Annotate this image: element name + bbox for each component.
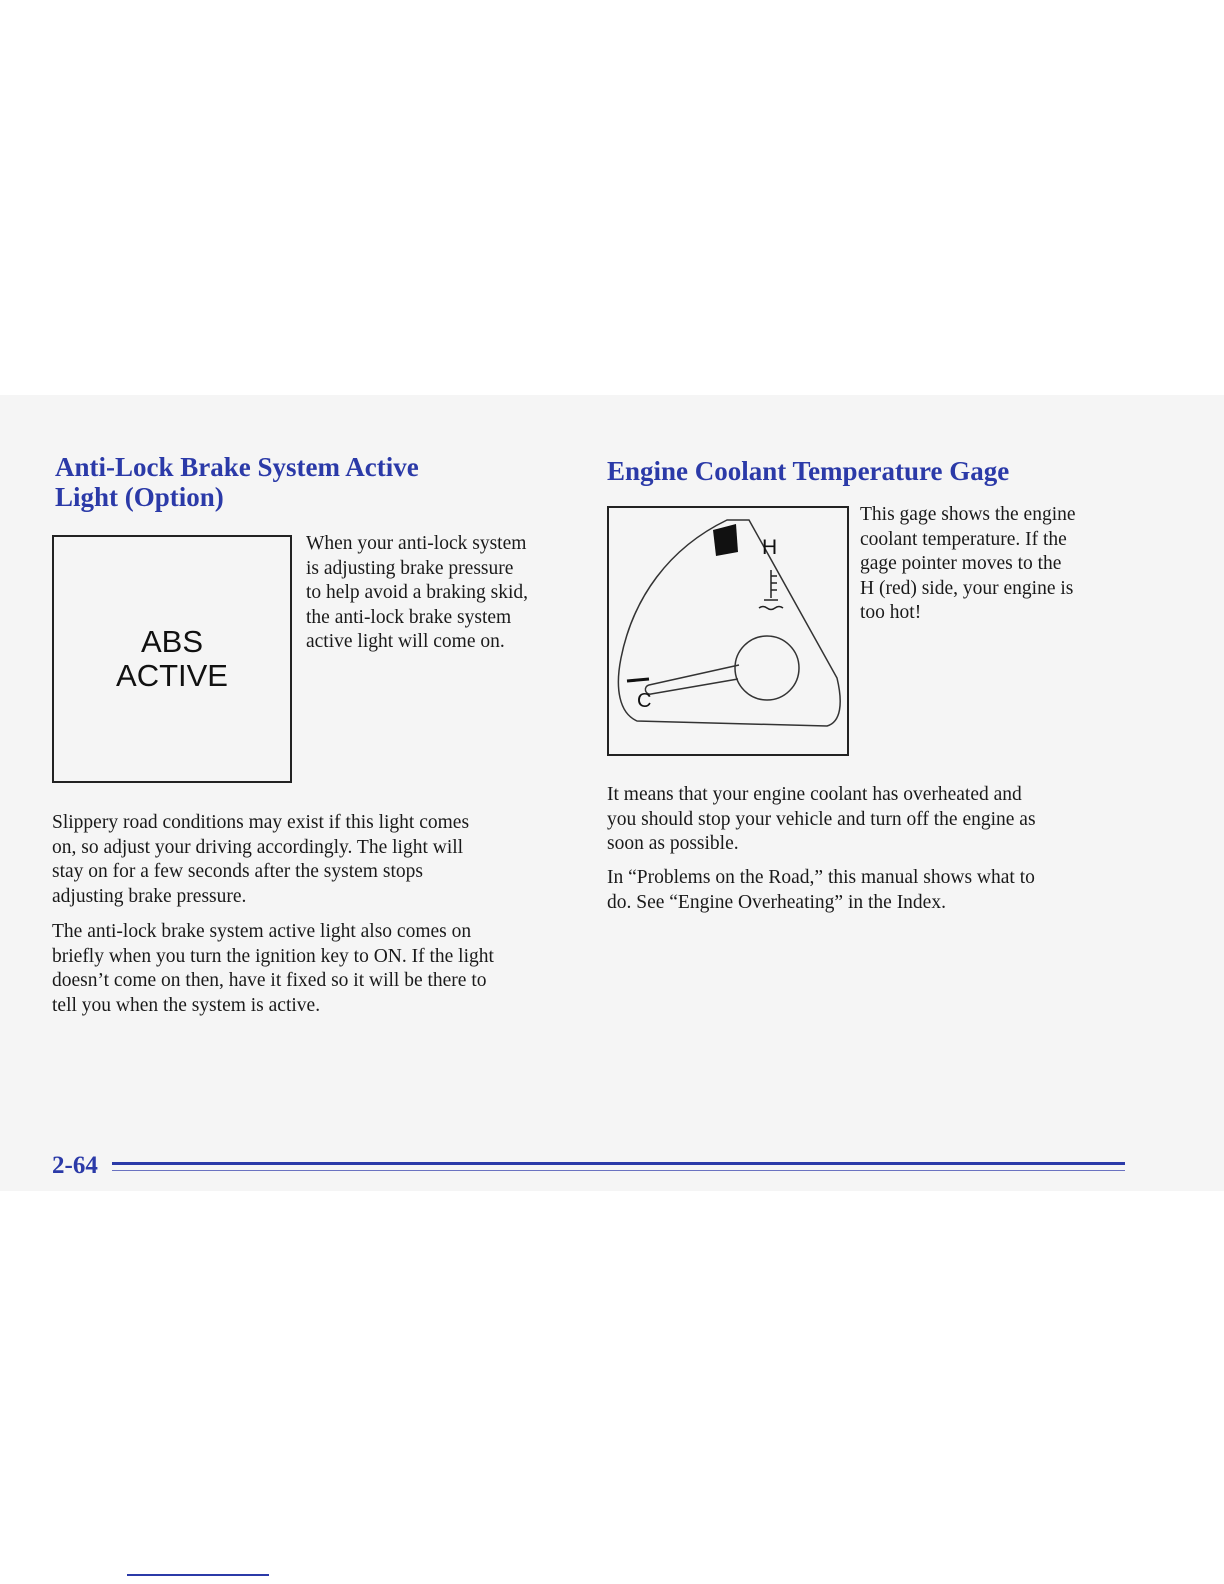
needle-hub bbox=[735, 636, 799, 700]
abs-paragraph-2-line: doesn’t come on then, have it fixed so it will be there to bbox=[52, 970, 487, 991]
coolant-gauge-graphic bbox=[609, 508, 847, 754]
abs-indicator-line2: ACTIVE bbox=[116, 658, 228, 693]
gauge-cold-label: C bbox=[637, 690, 652, 712]
coolant-intro-line: too hot! bbox=[860, 602, 922, 623]
abs-heading-line2: Light (Option) bbox=[55, 482, 224, 512]
abs-heading bbox=[55, 452, 419, 512]
coolant-intro-line: gage pointer moves to the bbox=[860, 553, 1062, 574]
cold-tick bbox=[627, 679, 649, 681]
abs-active-indicator bbox=[52, 535, 292, 783]
coolant-heading: Engine Coolant Temperature Gage bbox=[607, 456, 1010, 486]
hot-zone-marker bbox=[713, 524, 738, 556]
abs-paragraph-1 bbox=[52, 811, 582, 909]
coolant-intro-line: H (red) side, your engine is bbox=[860, 577, 1074, 599]
abs-paragraph-2-line: The anti-lock brake system active light also comes on bbox=[52, 921, 472, 942]
coolant-paragraph-1-line: It means that your engine coolant has overheated and bbox=[607, 784, 1022, 805]
abs-intro-line: is adjusting brake pressure bbox=[306, 557, 514, 579]
coolant-paragraph-1-line: soon as possible. bbox=[607, 833, 739, 854]
abs-intro-line: When your anti-lock system bbox=[306, 533, 527, 554]
coolant-intro-line: This gage shows the engine bbox=[860, 504, 1076, 525]
coolant-intro-text bbox=[860, 503, 1130, 626]
footer-rule-thin bbox=[112, 1170, 1125, 1171]
coolant-paragraph-1-line: you should stop your vehicle and turn off the engine as bbox=[607, 808, 1036, 830]
abs-paragraph-1-line: adjusting brake pressure. bbox=[52, 885, 247, 907]
footer-rule bbox=[112, 1162, 1125, 1165]
coolant-paragraph-2 bbox=[607, 866, 1167, 915]
abs-intro-text bbox=[306, 532, 576, 655]
page-number: 2-64 bbox=[52, 1152, 98, 1179]
coolant-intro-line: coolant temperature. If the bbox=[860, 528, 1067, 550]
abs-paragraph-2 bbox=[52, 920, 592, 1018]
gauge-hot-label: H bbox=[762, 536, 778, 559]
abs-heading-line1: Anti-Lock Brake System Active bbox=[55, 452, 419, 482]
coolant-gauge-illustration bbox=[607, 506, 849, 756]
coolant-paragraph-1 bbox=[607, 783, 1167, 857]
coolant-paragraph-2-line: do. See “Engine Overheating” in the Index. bbox=[607, 891, 946, 913]
abs-paragraph-2-line: briefly when you turn the ignition key to ON. If the light bbox=[52, 945, 494, 967]
abs-indicator-line1: ABS bbox=[140, 624, 204, 659]
abs-paragraph-1-line: Slippery road conditions may exist if this light comes bbox=[52, 812, 470, 833]
abs-paragraph-1-line: stay on for a few seconds after the system stops bbox=[52, 861, 423, 882]
bottom-stub-line bbox=[127, 1574, 269, 1576]
abs-intro-line: to help avoid a braking skid, bbox=[306, 582, 529, 603]
abs-paragraph-1-line: on, so adjust your driving accordingly. The light will bbox=[52, 836, 464, 858]
abs-intro-line: active light will come on. bbox=[306, 631, 505, 652]
coolant-paragraph-2-line: In “Problems on the Road,” this manual shows what to bbox=[607, 867, 1035, 888]
abs-paragraph-2-line: tell you when the system is active. bbox=[52, 994, 321, 1016]
gauge-needle bbox=[645, 665, 739, 694]
abs-intro-line: the anti-lock brake system bbox=[306, 606, 512, 628]
